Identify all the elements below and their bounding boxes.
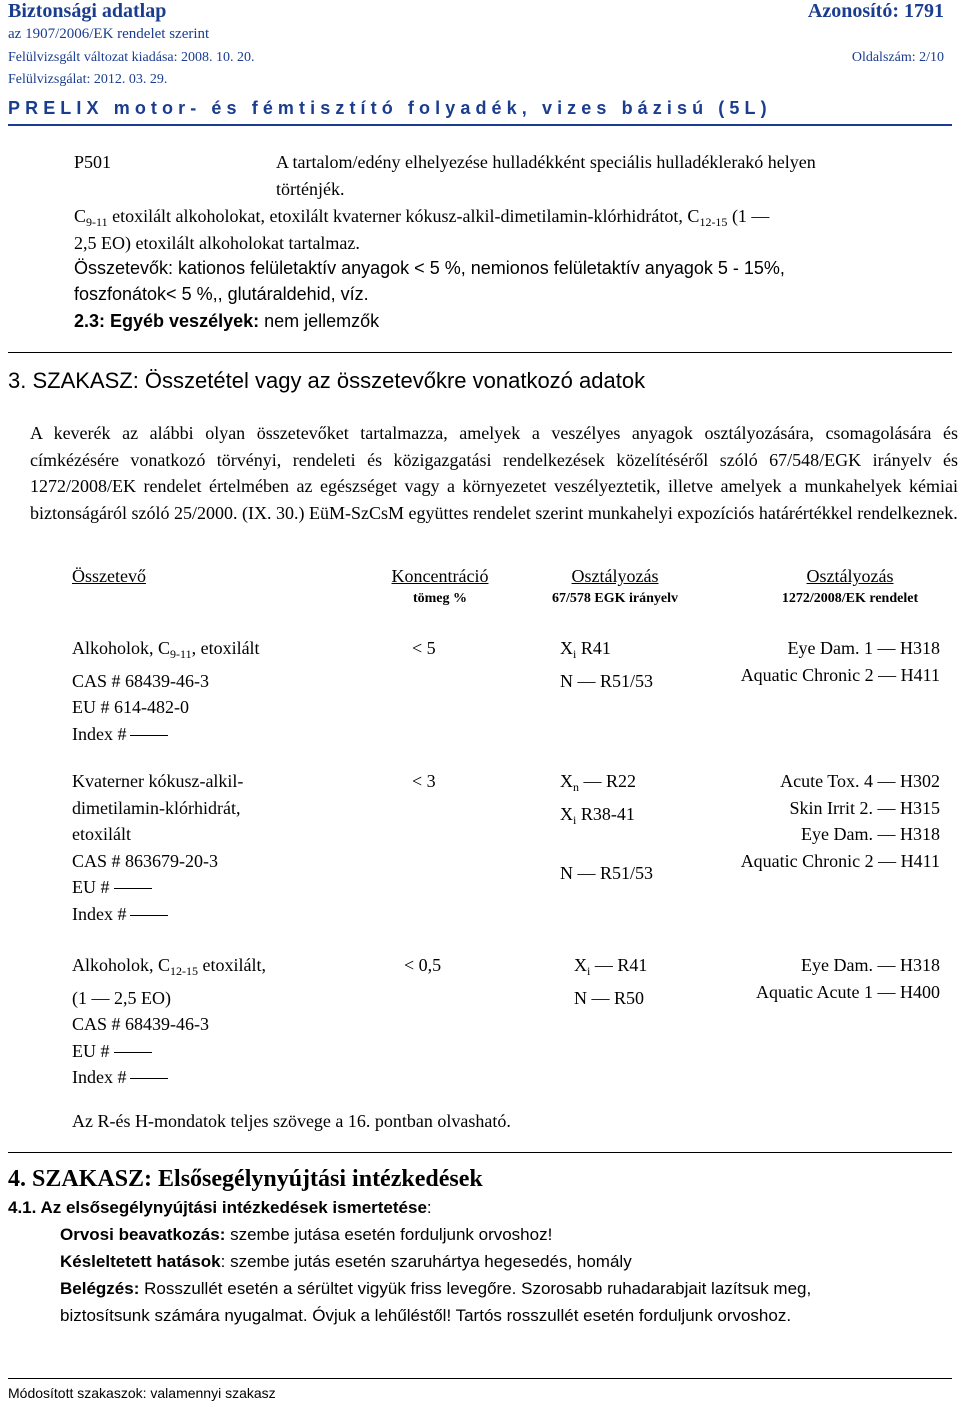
- delayed-effects: [60, 1252, 632, 1272]
- section4-1-colon: :: [426, 1198, 432, 1217]
- section4-heading: 4. SZAKASZ: Elsősegélynyújtási intézkedések: [8, 1166, 483, 1192]
- table-row-3-name: Alkoholok, $C_{12-15}$ etoxilált, (1 — 2,5 EO) CAS # 68439-46-3 EU # Index #: [72, 952, 266, 1091]
- contains-line2: 2,5 EO) etoxilált alkoholokat tartalmaz.: [74, 233, 360, 253]
- inhalation-line2: biztosítsunk számára nyugalmat. Óvjuk a lehűléstől! Tartós rosszullét esetén forduljunk orvoshoz.: [60, 1306, 792, 1325]
- revised-issue: Felülvizsgált változat kiadása: 2008. 10. 20.: [8, 50, 255, 65]
- document-id: Azonosító: 1791: [807, 0, 944, 22]
- contains-text-b: (1 —: [727, 206, 770, 226]
- row2-class2: Acute Tox. 4 — H302 Skin Irrit 2. — H315 Eye Dam. — H318 Aquatic Chronic 2 — H411: [740, 771, 940, 871]
- delayed-effects-label: Késleltetett hatások: [60, 1252, 221, 1271]
- section4-1-heading: [8, 1198, 432, 1218]
- rh-note: Az R-és H-mondatok teljes szövege a 16. pontban olvasható.: [72, 1111, 511, 1131]
- components-line1: Összetevők: kationos felületaktív anyagok < 5 %, nemionos felületaktív anyagok 5 - 15%,: [74, 258, 785, 278]
- header-class2-label: Osztályozás: [806, 566, 894, 586]
- contains-text-a: etoxilált alkoholokat, etoxilált kvaterner kókusz-alkil-dimetilamin-klórhidrátot, C: [107, 206, 700, 226]
- section-rule-3: [8, 352, 952, 353]
- row1-class1: $X_i$ R41 N — R51/53: [560, 638, 654, 691]
- other-hazards-value: nem jellemzők: [259, 311, 380, 331]
- row2-eu: EU #: [72, 874, 243, 901]
- product-name: PRELIX motor- és fémtisztító folyadék, vizes bázisú (5L): [8, 98, 772, 118]
- row2-class1: $X_n$ — R22 $X_i$ R38-41 N — R51/53: [560, 771, 654, 883]
- regulation-ref: az 1907/2006/EK rendelet szerint: [8, 26, 210, 42]
- other-hazards-label: 2.3: Egyéb veszélyek:: [74, 311, 260, 331]
- row3-cas: CAS # 68439-46-3: [72, 1014, 210, 1034]
- row3-class2: Eye Dam. — H318 Aquatic Acute 1 — H400: [756, 955, 940, 1002]
- p501-code: P501: [74, 152, 112, 172]
- inhalation-label: Belégzés:: [60, 1279, 140, 1298]
- row3-concentration: < 0,5: [404, 955, 442, 975]
- other-hazards: [74, 311, 379, 332]
- header-class2: [740, 566, 960, 607]
- header-rule: [8, 124, 952, 126]
- footer-text: Módosított szakaszok: valamennyi szakasz: [8, 1385, 276, 1401]
- inhalation-text1: Rosszullét esetén a sérültet vigyük friss levegőre. Szorosabb ruhadarabjait lazítsuk meg,: [139, 1279, 812, 1298]
- section-rule-4: [8, 1152, 952, 1153]
- contains-sub-a: 9-11: [86, 215, 108, 229]
- revised-date: Felülvizsgálat: 2012. 03. 29.: [8, 72, 168, 87]
- inhalation-line1: [60, 1279, 811, 1299]
- header-concentration: [350, 566, 530, 607]
- row3-class1: $X_i$ — R41 N — R50: [574, 955, 648, 1008]
- row1-cas: CAS # 68439-46-3: [72, 670, 210, 691]
- row3-index: Index #: [72, 1064, 266, 1091]
- components-line2: foszfonátok< 5 %,, glutáraldehid, víz.: [74, 284, 369, 304]
- contains-c-a: C: [74, 206, 87, 226]
- header-component: Összetevő: [72, 566, 146, 586]
- page-number: Oldalszám: 2/10: [851, 50, 944, 65]
- row2-concentration: < 3: [412, 771, 436, 791]
- document-title: Biztonsági adatlap: [8, 0, 167, 22]
- row3-eu: EU #: [72, 1038, 266, 1065]
- section3-paragraph: A keverék az alábbi olyan összetevőket tartalmazza, amelyek a veszélyes anyagok osztályozására, csomagolására és címkézésére vonatkozó törvényi, rendeleti és közigazgatási rendelkezések közelítéséről szóló 67/548/EGK irányelv és 1272/2008/EK rendelet értelmében az egészséget vagy a környezetet veszélyeztetik, illetve amelyek a munkahelyek kémiai biztonságáról szóló 25/2000. (IX. 30.) EüM-SzCsM együttes rendelet szerint munkahelyi expozíciós határértékkel rendelkeznek.: [30, 423, 958, 523]
- section4-1-label: 4.1. Az elsősegélynyújtási intézkedések ismertetése: [8, 1198, 427, 1217]
- p501-line1: A tartalom/edény elhelyezése hulladékként speciális hulladéklerakó helyen: [276, 152, 816, 172]
- row1-concentration: < 5: [412, 638, 436, 658]
- header-class1-sub: 67/578 EGK irányelv: [552, 591, 678, 606]
- table-row-1-name: [72, 635, 260, 747]
- row2-cas: CAS # 863679-20-3: [72, 850, 219, 871]
- p501-line2: történjék.: [276, 179, 345, 199]
- row1-class2: Eye Dam. 1 — H318 Aquatic Chronic 2 — H411: [740, 638, 940, 685]
- header-concentration-sub: tömeg %: [412, 591, 468, 606]
- row1-name-line: Alkoholok, $C_{9-11}$, etoxilált: [72, 638, 260, 661]
- row2-index: Index #: [72, 901, 243, 928]
- contains-sub-b: 12-15: [699, 215, 728, 229]
- header-class1: [510, 566, 720, 607]
- row1-index: Index #: [72, 721, 260, 748]
- header-class2-sub: 1272/2008/EK rendelet: [781, 591, 919, 606]
- delayed-effects-text: : szembe jutás esetén szaruhártya hegesedés, homály: [220, 1252, 632, 1271]
- contains-line1: [74, 206, 769, 230]
- medical-advice-text: szembe jutása esetén forduljunk orvoshoz!: [225, 1225, 553, 1244]
- header-concentration-label: Koncentráció: [391, 566, 489, 586]
- footer-rule: [8, 1378, 952, 1379]
- medical-advice-label: Orvosi beavatkozás:: [60, 1225, 226, 1244]
- medical-advice: [60, 1225, 552, 1245]
- header-class1-label: Osztályozás: [571, 566, 659, 586]
- section3-heading: 3. SZAKASZ: Összetétel vagy az összetevőkre vonatkozó adatok: [8, 368, 646, 393]
- row1-eu: EU # 614-482-0: [72, 697, 189, 717]
- table-row-2-name: Kvaterner kókusz-alkil- dimetilamin-klórhidrát, etoxilált CAS # 863679-20-3 EU # Index #: [72, 768, 243, 927]
